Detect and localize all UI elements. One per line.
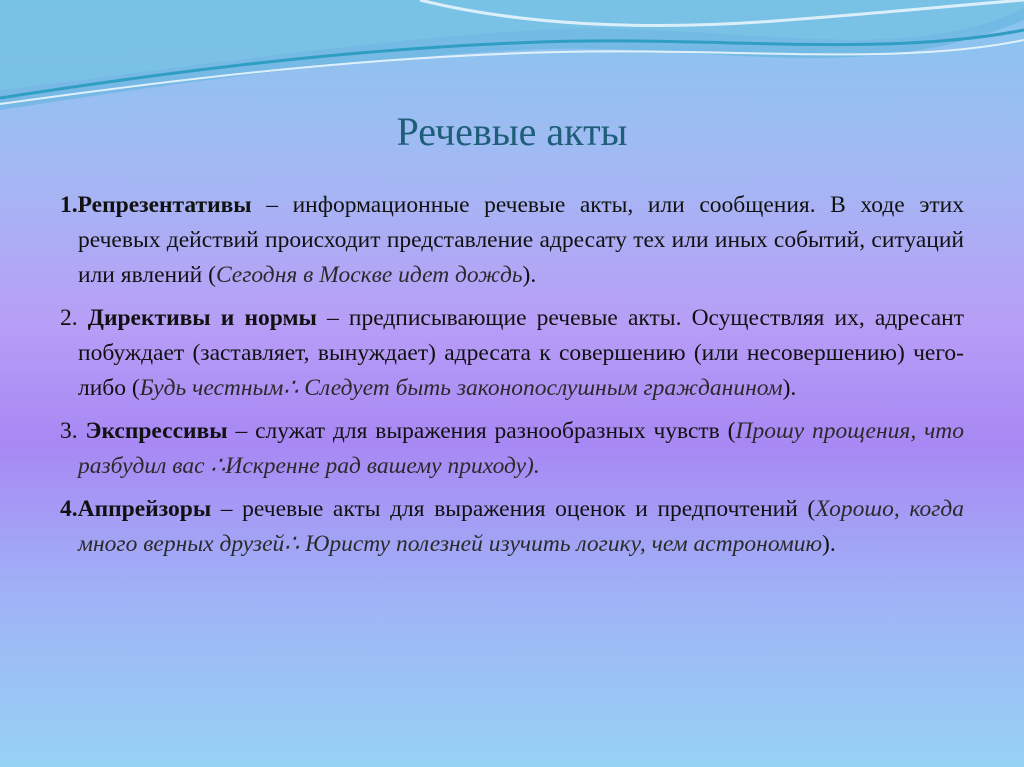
item-text: – служат для выражения разнообразных чувств ( (227, 418, 736, 444)
item-example: Прошу прощения, что разбудил вас ∴Искренне рад вашему приходу). (78, 418, 964, 479)
item-term: Репрезентативы (77, 192, 252, 218)
item-tail: ). (782, 375, 797, 401)
item-text: – предписывающие речевые акты. Осуществляя их, адресант побуждает (заставляет, вынуждает) адресата к совершению (или несовершению) чего-либо ( (78, 305, 965, 401)
item-number: 2. (60, 305, 88, 331)
item-text: – речевые акты для выражения оценок и предпочтений ( (211, 496, 816, 522)
item-tail: ). (522, 262, 537, 288)
item-example: Будь честным∴ Следует быть законопослушным гражданином (139, 375, 783, 401)
item-term: Аппрейзоры (77, 496, 212, 522)
header-waves-decoration (0, 0, 1024, 120)
list-item-expressives (60, 414, 964, 484)
item-text: – информационные речевые акты, или сообщения. В ходе этих речевых действий происходит представление адресату тех или иных событий, ситуаций или явлений ( (78, 192, 964, 288)
item-example: Сегодня в Москве идет дождь (215, 262, 523, 288)
slide-content (60, 188, 964, 570)
list-item-appraisers (60, 492, 964, 562)
item-term: Экспрессивы (85, 418, 228, 444)
item-number: 1. (60, 192, 78, 218)
list-item-representatives (60, 188, 964, 293)
item-example: Хорошо, когда много верных друзей∴ Юристу полезней изучить логику, чем астрономию (78, 496, 965, 557)
item-number: 3. (60, 418, 86, 444)
slide-title: Речевые акты (396, 109, 628, 154)
item-term: Директивы и нормы (87, 305, 317, 331)
item-number: 4. (60, 496, 78, 522)
item-tail: ). (822, 531, 836, 557)
list-item-directives (60, 301, 964, 406)
